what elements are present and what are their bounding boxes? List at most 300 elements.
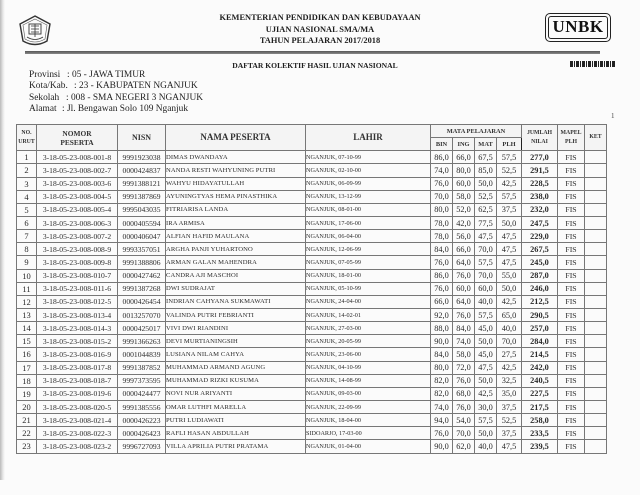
keterangan-cell (585, 164, 607, 177)
row-number-cell: 21 (17, 414, 37, 427)
nomor-peserta-cell: 3-18-05-23-008-013-4 (37, 308, 118, 321)
col-header-plh: PLH (497, 138, 522, 151)
nomor-peserta-cell: 3-18-05-23-008-004-5 (37, 190, 118, 203)
keterangan-cell (585, 387, 607, 400)
results-table (16, 124, 607, 454)
col-header-no-line1: NO. (21, 129, 32, 136)
barcode-icon (570, 61, 616, 67)
tut-wuri-handayani-logo-icon (18, 15, 52, 47)
table-row (17, 322, 607, 335)
jumlah-nilai-cell: 228,5 (522, 177, 558, 190)
mapel-pilihan-cell: FIS (558, 282, 585, 295)
nomor-peserta-cell: 3-18-05-23-008-012-5 (37, 295, 118, 308)
sekolah-value: : 008 - SMA NEGERI 3 NGANJUK (66, 92, 203, 103)
nomor-peserta-cell: 3-18-05-23-008-022-3 (37, 427, 118, 440)
jumlah-nilai-cell: 212,5 (522, 295, 558, 308)
jumlah-nilai-cell: 217,5 (522, 400, 558, 413)
nilai-bin-cell: 82,0 (431, 374, 453, 387)
keterangan-cell (585, 361, 607, 374)
nilai-mat-cell: 47,5 (475, 230, 497, 243)
nilai-mat-cell: 85,0 (475, 164, 497, 177)
nilai-plh-cell: 37,5 (497, 400, 522, 413)
col-header-nomor-line1: NOMOR (62, 128, 92, 138)
jumlah-nilai-cell: 284,0 (522, 335, 558, 348)
table-header-row-1 (17, 125, 607, 138)
table-row (17, 256, 607, 269)
col-header-no-line2: URUT (18, 138, 35, 145)
nilai-plh-cell: 47,5 (497, 230, 522, 243)
kota-row (29, 81, 203, 92)
nama-peserta-cell: NANDA RESTI WAHYUNING PUTRI (166, 164, 306, 177)
sekolah-row (29, 93, 203, 104)
nomor-peserta-cell: 3-18-05-23-008-007-2 (37, 230, 118, 243)
alamat-row (29, 104, 203, 115)
col-header-bin: BIN (431, 138, 453, 151)
nomor-peserta-cell: 3-18-05-23-008-008-9 (37, 243, 118, 256)
nisn-cell: 0000425017 (118, 322, 166, 335)
nilai-plh-cell: 42,5 (497, 361, 522, 374)
nama-peserta-cell: LUSIANA NILAM CAHYA (166, 348, 306, 361)
jumlah-nilai-cell: 239,5 (522, 440, 558, 453)
row-number-cell: 16 (17, 348, 37, 361)
nomor-peserta-cell: 3-18-05-23-008-023-2 (37, 440, 118, 453)
provinsi-value: : 05 - JAWA TIMUR (67, 70, 146, 80)
nisn-cell: 9991923038 (118, 151, 166, 164)
nilai-plh-cell: 37,5 (497, 203, 522, 216)
mapel-pilihan-cell: FIS (558, 322, 585, 335)
col-header-mata-pelajaran: MATA PELAJARAN (431, 125, 522, 138)
tempat-tanggal-lahir-cell: SIDOARJO, 17-03-00 (306, 427, 431, 440)
nisn-cell: 0000426423 (118, 427, 166, 440)
row-number-cell: 2 (17, 164, 37, 177)
jumlah-nilai-cell: 287,0 (522, 269, 558, 282)
nomor-peserta-cell: 3-18-05-23-008-021-4 (37, 414, 118, 427)
nilai-plh-cell: 50,0 (497, 282, 522, 295)
nilai-bin-cell: 74,0 (431, 164, 453, 177)
mapel-pilihan-cell: FIS (558, 203, 585, 216)
nisn-cell: 9991387869 (118, 190, 166, 203)
nilai-mat-cell: 57,5 (475, 256, 497, 269)
mapel-pilihan-cell: FIS (558, 216, 585, 229)
nilai-plh-cell: 52,5 (497, 164, 522, 177)
nisn-cell: 0001044839 (118, 348, 166, 361)
table-row (17, 361, 607, 374)
nama-peserta-cell: MUHAMMAD RIZKI KUSUMA (166, 374, 306, 387)
school-info (29, 70, 203, 116)
keterangan-cell (585, 295, 607, 308)
table-row (17, 164, 607, 177)
nama-peserta-cell: IRA ARMISA (166, 216, 306, 229)
nama-peserta-cell: DWI SUDRAJAT (166, 282, 306, 295)
row-number-cell: 18 (17, 374, 37, 387)
tempat-tanggal-lahir-cell: NGANJUK, 04-10-99 (306, 361, 431, 374)
nisn-cell: 9991385556 (118, 400, 166, 413)
keterangan-cell (585, 282, 607, 295)
nilai-mat-cell: 40,0 (475, 440, 497, 453)
nilai-mat-cell: 52,5 (475, 190, 497, 203)
mapel-pilihan-cell: FIS (558, 335, 585, 348)
jumlah-nilai-cell: 257,0 (522, 322, 558, 335)
mapel-pilihan-cell: FIS (558, 414, 585, 427)
tempat-tanggal-lahir-cell: NGANJUK, 17-06-00 (306, 216, 431, 229)
col-header-mat: MAT (475, 138, 497, 151)
table-row (17, 440, 607, 453)
nilai-plh-cell: 65,0 (497, 308, 522, 321)
tempat-tanggal-lahir-cell: NGANJUK, 27-03-00 (306, 322, 431, 335)
col-header-mapel-line2: PLH (565, 138, 577, 145)
table-row (17, 216, 607, 229)
keterangan-cell (585, 216, 607, 229)
mapel-pilihan-cell: FIS (558, 256, 585, 269)
table-row (17, 374, 607, 387)
keterangan-cell (585, 243, 607, 256)
tempat-tanggal-lahir-cell: NGANJUK, 22-09-99 (306, 400, 431, 413)
col-header-ket: KET (585, 125, 607, 151)
tempat-tanggal-lahir-cell: NGANJUK, 06-04-00 (306, 230, 431, 243)
nilai-mat-cell: 30,0 (475, 400, 497, 413)
nomor-peserta-cell: 3-18-05-23-008-018-7 (37, 374, 118, 387)
nilai-bin-cell: 74,0 (431, 400, 453, 413)
jumlah-nilai-cell: 258,0 (522, 414, 558, 427)
row-number-cell: 19 (17, 387, 37, 400)
row-number-cell: 1 (17, 151, 37, 164)
nilai-bin-cell: 84,0 (431, 348, 453, 361)
nilai-bin-cell: 86,0 (431, 269, 453, 282)
jumlah-nilai-cell: 245,0 (522, 256, 558, 269)
table-row (17, 387, 607, 400)
nilai-plh-cell: 50,0 (497, 216, 522, 229)
jumlah-nilai-cell: 291,5 (522, 164, 558, 177)
nilai-plh-cell: 57,5 (497, 190, 522, 203)
row-number-cell: 14 (17, 322, 37, 335)
nilai-bin-cell: 76,0 (431, 427, 453, 440)
nama-peserta-cell: AYUNINGTYAS HEMA PINASTHIKA (166, 190, 306, 203)
academic-year: TAHUN PELAJARAN 2017/2018 (259, 36, 381, 45)
col-header-nisn: NISN (118, 125, 166, 151)
nilai-mat-cell: 45,0 (475, 322, 497, 335)
row-number-cell: 17 (17, 361, 37, 374)
row-number-cell: 5 (17, 203, 37, 216)
nilai-ing-cell: 84,0 (453, 322, 475, 335)
col-header-nomor-peserta (37, 125, 118, 151)
keterangan-cell (585, 190, 607, 203)
tempat-tanggal-lahir-cell: NGANJUK, 07-05-99 (306, 256, 431, 269)
mapel-pilihan-cell: FIS (558, 308, 585, 321)
nilai-ing-cell: 66,0 (453, 243, 475, 256)
col-header-mapel-plh (558, 125, 585, 151)
provinsi-label: Provinsi (29, 70, 61, 80)
tempat-tanggal-lahir-cell: NGANJUK, 14-02-01 (306, 308, 431, 321)
table-row (17, 203, 607, 216)
tempat-tanggal-lahir-cell: NGANJUK, 05-10-99 (306, 282, 431, 295)
nilai-ing-cell: 64,0 (453, 295, 475, 308)
nilai-ing-cell: 56,0 (453, 230, 475, 243)
keterangan-cell (585, 230, 607, 243)
nilai-bin-cell: 86,0 (431, 151, 453, 164)
nilai-mat-cell: 62,5 (475, 203, 497, 216)
nisn-cell: 9991388121 (118, 177, 166, 190)
col-header-lahir: LAHIR (306, 125, 431, 151)
nisn-cell: 9996727093 (118, 440, 166, 453)
mapel-pilihan-cell: FIS (558, 190, 585, 203)
tempat-tanggal-lahir-cell: NGANJUK, 18-01-00 (306, 269, 431, 282)
jumlah-nilai-cell: 227,5 (522, 387, 558, 400)
row-number-cell: 23 (17, 440, 37, 453)
nilai-ing-cell: 58,0 (453, 348, 475, 361)
tempat-tanggal-lahir-cell: NGANJUK, 08-01-00 (306, 203, 431, 216)
nilai-mat-cell: 50,0 (475, 374, 497, 387)
row-number-cell: 6 (17, 216, 37, 229)
nomor-peserta-cell: 3-18-05-23-008-019-6 (37, 387, 118, 400)
col-header-jumlah-line2: NILAI (531, 138, 548, 145)
jumlah-nilai-cell: 233,5 (522, 427, 558, 440)
nomor-peserta-cell: 3-18-05-23-008-005-4 (37, 203, 118, 216)
nilai-plh-cell: 40,0 (497, 322, 522, 335)
table-row (17, 400, 607, 413)
nisn-cell: 9997373595 (118, 374, 166, 387)
mapel-pilihan-cell: FIS (558, 348, 585, 361)
table-row (17, 282, 607, 295)
tempat-tanggal-lahir-cell: NGANJUK, 14-08-99 (306, 374, 431, 387)
nisn-cell: 9995043035 (118, 203, 166, 216)
nilai-bin-cell: 80,0 (431, 361, 453, 374)
nisn-cell: 9993357051 (118, 243, 166, 256)
nilai-plh-cell: 52,5 (497, 414, 522, 427)
tempat-tanggal-lahir-cell: NGANJUK, 24-04-00 (306, 295, 431, 308)
nisn-cell: 9991387852 (118, 361, 166, 374)
tempat-tanggal-lahir-cell: NGANJUK, 07-10-99 (306, 151, 431, 164)
table-row (17, 269, 607, 282)
col-header-ing: ING (453, 138, 475, 151)
nilai-mat-cell: 42,5 (475, 387, 497, 400)
nilai-bin-cell: 94,0 (431, 414, 453, 427)
nisn-cell: 9991366263 (118, 335, 166, 348)
nilai-ing-cell: 58,0 (453, 190, 475, 203)
nisn-cell: 0000424477 (118, 387, 166, 400)
nilai-ing-cell: 76,0 (453, 400, 475, 413)
tempat-tanggal-lahir-cell: NGANJUK, 02-10-00 (306, 164, 431, 177)
keterangan-cell (585, 427, 607, 440)
nilai-bin-cell: 78,0 (431, 230, 453, 243)
col-header-jumlah-nilai (522, 125, 558, 151)
kota-value: : 23 - KABUPATEN NGANJUK (74, 81, 198, 92)
col-header-nama: NAMA PESERTA (166, 125, 306, 151)
nilai-mat-cell: 47,5 (475, 361, 497, 374)
nilai-bin-cell: 82,0 (431, 387, 453, 400)
keterangan-cell (585, 177, 607, 190)
nilai-mat-cell: 40,0 (475, 295, 497, 308)
nilai-mat-cell: 77,5 (475, 216, 497, 229)
table-row (17, 335, 607, 348)
row-number-cell: 4 (17, 190, 37, 203)
nilai-mat-cell: 50,0 (475, 335, 497, 348)
jumlah-nilai-cell: 247,5 (522, 216, 558, 229)
jumlah-nilai-cell: 214,5 (522, 348, 558, 361)
nomor-peserta-cell: 3-18-05-23-008-003-6 (37, 177, 118, 190)
table-row (17, 190, 607, 203)
row-number-cell: 12 (17, 295, 37, 308)
nilai-bin-cell: 76,0 (431, 256, 453, 269)
jumlah-nilai-cell: 238,0 (522, 190, 558, 203)
nomor-peserta-cell: 3-18-05-23-008-002-7 (37, 164, 118, 177)
nomor-peserta-cell: 3-18-05-23-008-014-3 (37, 322, 118, 335)
unbk-badge-label: UNBK (548, 16, 608, 39)
mapel-pilihan-cell: FIS (558, 427, 585, 440)
nama-peserta-cell: NOVI NUR ARIYANTI (166, 387, 306, 400)
nilai-ing-cell: 80,0 (453, 164, 475, 177)
nilai-plh-cell: 35,0 (497, 387, 522, 400)
nomor-peserta-cell: 3-18-05-23-008-010-7 (37, 269, 118, 282)
nilai-ing-cell: 60,0 (453, 177, 475, 190)
nilai-bin-cell: 92,0 (431, 308, 453, 321)
row-number-cell: 8 (17, 243, 37, 256)
row-number-cell: 22 (17, 427, 37, 440)
nisn-cell: 0000424837 (118, 164, 166, 177)
nilai-ing-cell: 70,0 (453, 427, 475, 440)
nilai-mat-cell: 67,5 (475, 151, 497, 164)
jumlah-nilai-cell: 242,0 (522, 361, 558, 374)
table-row (17, 348, 607, 361)
nomor-peserta-cell: 3-18-05-23-008-017-8 (37, 361, 118, 374)
nilai-bin-cell: 66,0 (431, 295, 453, 308)
tempat-tanggal-lahir-cell: NGANJUK, 18-04-00 (306, 414, 431, 427)
keterangan-cell (585, 269, 607, 282)
nilai-mat-cell: 45,0 (475, 348, 497, 361)
nilai-ing-cell: 72,0 (453, 361, 475, 374)
unbk-badge (545, 13, 611, 42)
nilai-plh-cell: 55,0 (497, 269, 522, 282)
keterangan-cell (585, 440, 607, 453)
nomor-peserta-cell: 3-18-05-23-008-009-8 (37, 256, 118, 269)
nomor-peserta-cell: 3-18-05-23-008-020-5 (37, 400, 118, 413)
nama-peserta-cell: VIVI DWI RIANDINI (166, 322, 306, 335)
exam-title: UJIAN NASIONAL SMA/MA (265, 24, 375, 34)
table-row (17, 427, 607, 440)
nomor-peserta-cell: 3-18-05-23-008-016-9 (37, 348, 118, 361)
nama-peserta-cell: VILLA APRILIA PUTRI PRATAMA (166, 440, 306, 453)
nisn-cell: 0000426454 (118, 295, 166, 308)
nilai-ing-cell: 76,0 (453, 374, 475, 387)
row-number-cell: 13 (17, 308, 37, 321)
nomor-peserta-cell: 3-18-05-23-008-006-3 (37, 216, 118, 229)
nilai-mat-cell: 50,0 (475, 427, 497, 440)
nama-peserta-cell: RAFLI HASAN ABDULLAH (166, 427, 306, 440)
nama-peserta-cell: FITRIARISA LANDA (166, 203, 306, 216)
nisn-cell: 0000427462 (118, 269, 166, 282)
jumlah-nilai-cell: 277,0 (522, 151, 558, 164)
col-header-mapel-line1: MAPEL (560, 129, 582, 136)
nilai-plh-cell: 32,5 (497, 374, 522, 387)
tempat-tanggal-lahir-cell: NGANJUK, 06-09-99 (306, 177, 431, 190)
nilai-ing-cell: 68,0 (453, 387, 475, 400)
nilai-bin-cell: 80,0 (431, 203, 453, 216)
nilai-bin-cell: 90,0 (431, 440, 453, 453)
jumlah-nilai-cell: 229,0 (522, 230, 558, 243)
nomor-peserta-cell: 3-18-05-23-008-011-6 (37, 282, 118, 295)
row-number-cell: 15 (17, 335, 37, 348)
keterangan-cell (585, 322, 607, 335)
nilai-ing-cell: 62,0 (453, 440, 475, 453)
nilai-ing-cell: 66,0 (453, 151, 475, 164)
keterangan-cell (585, 414, 607, 427)
nama-peserta-cell: INDRIAN CAHYANA SUKMAWATI (166, 295, 306, 308)
nilai-mat-cell: 70,0 (475, 269, 497, 282)
mapel-pilihan-cell: FIS (558, 151, 585, 164)
col-header-no (17, 125, 37, 151)
mapel-pilihan-cell: FIS (558, 164, 585, 177)
row-number-cell: 11 (17, 282, 37, 295)
nama-peserta-cell: DIMAS DWANDAYA (166, 151, 306, 164)
nilai-ing-cell: 64,0 (453, 256, 475, 269)
mapel-pilihan-cell: FIS (558, 374, 585, 387)
tempat-tanggal-lahir-cell: NGANJUK, 13-12-99 (306, 190, 431, 203)
nomor-peserta-cell: 3-18-05-23-008-001-8 (37, 151, 118, 164)
nama-peserta-cell: ARMAN GALAN MAHENDRA (166, 256, 306, 269)
nilai-plh-cell: 42,5 (497, 295, 522, 308)
nilai-plh-cell: 70,0 (497, 335, 522, 348)
keterangan-cell (585, 308, 607, 321)
jumlah-nilai-cell: 240,5 (522, 374, 558, 387)
table-row (17, 308, 607, 321)
nilai-plh-cell: 47,5 (497, 256, 522, 269)
nama-peserta-cell: VALINDA PUTRI FEBRIANTI (166, 308, 306, 321)
mapel-pilihan-cell: FIS (558, 230, 585, 243)
nilai-ing-cell: 52,0 (453, 203, 475, 216)
nilai-plh-cell: 57,5 (497, 151, 522, 164)
nilai-bin-cell: 70,0 (431, 190, 453, 203)
row-number-cell: 20 (17, 400, 37, 413)
header-titles (160, 12, 480, 47)
keterangan-cell (585, 335, 607, 348)
nilai-ing-cell: 76,0 (453, 269, 475, 282)
nomor-peserta-cell: 3-18-05-23-008-015-2 (37, 335, 118, 348)
row-number-cell: 9 (17, 256, 37, 269)
nilai-ing-cell: 54,0 (453, 414, 475, 427)
mapel-pilihan-cell: FIS (558, 440, 585, 453)
nilai-bin-cell: 88,0 (431, 322, 453, 335)
nama-peserta-cell: ARGHA PANJI YUHARTONO (166, 243, 306, 256)
table-row (17, 151, 607, 164)
nama-peserta-cell: PUTRI LUDIAWATI (166, 414, 306, 427)
nisn-cell: 0000405594 (118, 216, 166, 229)
mapel-pilihan-cell: FIS (558, 295, 585, 308)
keterangan-cell (585, 151, 607, 164)
nilai-bin-cell: 76,0 (431, 282, 453, 295)
nilai-mat-cell: 57,5 (475, 308, 497, 321)
col-header-nomor-line2: PESERTA (60, 137, 94, 147)
provinsi-row (29, 70, 203, 81)
nilai-ing-cell: 76,0 (453, 308, 475, 321)
row-number-cell: 7 (17, 230, 37, 243)
nilai-ing-cell: 42,0 (453, 216, 475, 229)
nilai-plh-cell: 47,5 (497, 243, 522, 256)
nilai-mat-cell: 50,0 (475, 177, 497, 190)
mapel-pilihan-cell: FIS (558, 243, 585, 256)
nilai-ing-cell: 60,0 (453, 282, 475, 295)
jumlah-nilai-cell: 232,0 (522, 203, 558, 216)
keterangan-cell (585, 203, 607, 216)
sekolah-label: Sekolah (29, 92, 60, 103)
jumlah-nilai-cell: 246,0 (522, 282, 558, 295)
table-row (17, 414, 607, 427)
nilai-bin-cell: 84,0 (431, 243, 453, 256)
nisn-cell: 0013257070 (118, 308, 166, 321)
mapel-pilihan-cell: FIS (558, 361, 585, 374)
document-title: DAFTAR KOLEKTIF HASIL UJIAN NASIONAL (232, 61, 398, 70)
nisn-cell: 0000426223 (118, 414, 166, 427)
nilai-plh-cell: 27,5 (497, 348, 522, 361)
row-number-cell: 10 (17, 269, 37, 282)
